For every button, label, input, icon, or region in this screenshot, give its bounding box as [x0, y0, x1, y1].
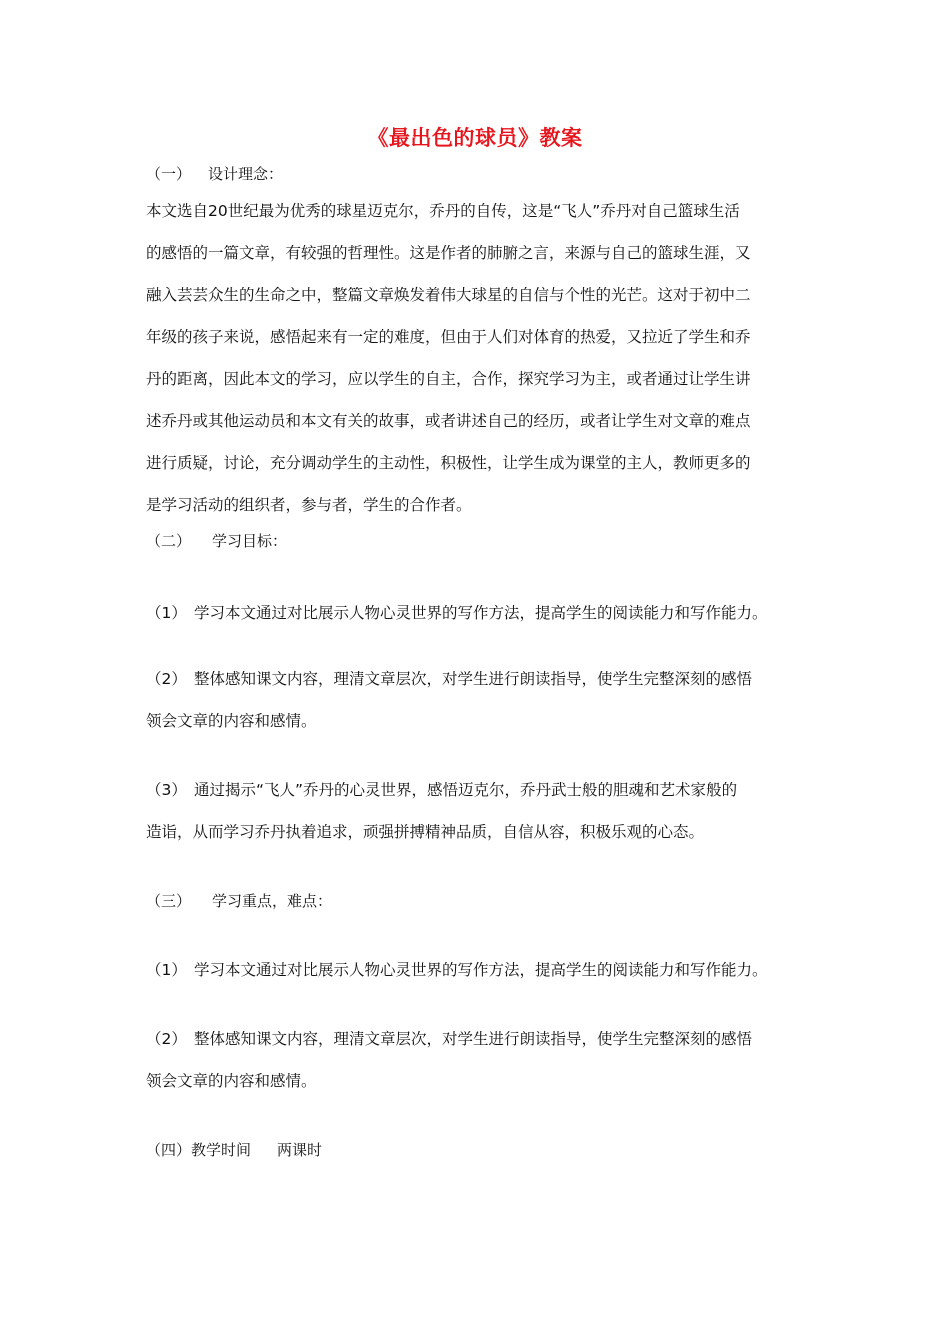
objective-text: 学习本文通过对比展示人物心灵世界的写作方法，提高学生的阅读能力和写作能力。: [194, 604, 768, 622]
key-point-number: （2）: [146, 1030, 187, 1048]
section-4-label: （四）教学时间: [146, 1141, 252, 1159]
section-1-heading: [146, 164, 283, 184]
section-1-title: 设计理念：: [208, 165, 284, 183]
document-title: 《最出色的球员》教案: [367, 126, 583, 150]
key-point-text-continued: 领会文章的内容和感情。: [146, 1072, 317, 1090]
objective-text: 整体感知课文内容，理清文章层次，对学生进行朗读指导，使学生完整深刻的感悟: [194, 670, 753, 688]
section-4-heading: [146, 1140, 322, 1160]
section-1-paragraph-line: 年级的孩子来说，感悟起来有一定的难度，但由于人们对体育的热爱，又拉近了学生和乔: [146, 328, 751, 346]
section-1-paragraph-line: 本文选自20世纪最为优秀的球星迈克尔，乔丹的自传，这是“飞人”乔丹对自己篮球生活: [146, 202, 740, 220]
objective-number: （3）: [146, 781, 187, 799]
section-1-paragraph-line: 丹的距离，因此本文的学习，应以学生的自主，合作，探究学习为主，或者通过让学生讲: [146, 370, 751, 388]
key-point-item: [146, 1029, 752, 1049]
section-1-paragraph-line: 融入芸芸众生的生命之中，整篇文章焕发着伟大球星的自信与个性的光芒。这对于初中二: [146, 286, 751, 304]
objective-text-continued: 造诣，从而学习乔丹执着追求，顽强拼搏精神品质，自信从容，积极乐观的心态。: [146, 823, 705, 841]
objective-item: [146, 780, 737, 800]
objective-number: （2）: [146, 670, 187, 688]
key-point-number: （1）: [146, 961, 187, 979]
objective-item: [146, 603, 768, 623]
objective-text-continued: 领会文章的内容和感情。: [146, 712, 317, 730]
objective-item: [146, 669, 752, 689]
section-4-value: 两课时: [277, 1141, 323, 1159]
section-2-title: 学习目标：: [212, 532, 288, 550]
section-3-title: 学习重点，难点：: [212, 892, 333, 910]
objective-number: （1）: [146, 604, 187, 622]
section-1-paragraph-line: 是学习活动的组织者，参与者，学生的合作者。: [146, 496, 472, 514]
objective-text: 通过揭示“飞人”乔丹的心灵世界，感悟迈克尔，乔丹武士般的胆魂和艺术家般的: [194, 781, 738, 799]
section-1-paragraph-line: 的感悟的一篇文章，有较强的哲理性。这是作者的肺腑之言，来源与自己的篮球生涯，又: [146, 244, 751, 262]
section-3-heading: [146, 891, 332, 911]
key-point-item: [146, 960, 768, 980]
section-2-heading: [146, 531, 287, 551]
key-point-text: 学习本文通过对比展示人物心灵世界的写作方法，提高学生的阅读能力和写作能力。: [194, 961, 768, 979]
section-1-paragraph-line: 述乔丹或其他运动员和本文有关的故事，或者讲述自己的经历，或者让学生对文章的难点: [146, 412, 751, 430]
section-3-label: （三）: [146, 892, 192, 910]
section-2-label: （二）: [146, 532, 192, 550]
key-point-text: 整体感知课文内容，理清文章层次，对学生进行朗读指导，使学生完整深刻的感悟: [194, 1030, 753, 1048]
section-1-label: （一）: [146, 165, 192, 183]
section-1-paragraph-line: 进行质疑，讨论，充分调动学生的主动性，积极性，让学生成为课堂的主人，教师更多的: [146, 454, 751, 472]
